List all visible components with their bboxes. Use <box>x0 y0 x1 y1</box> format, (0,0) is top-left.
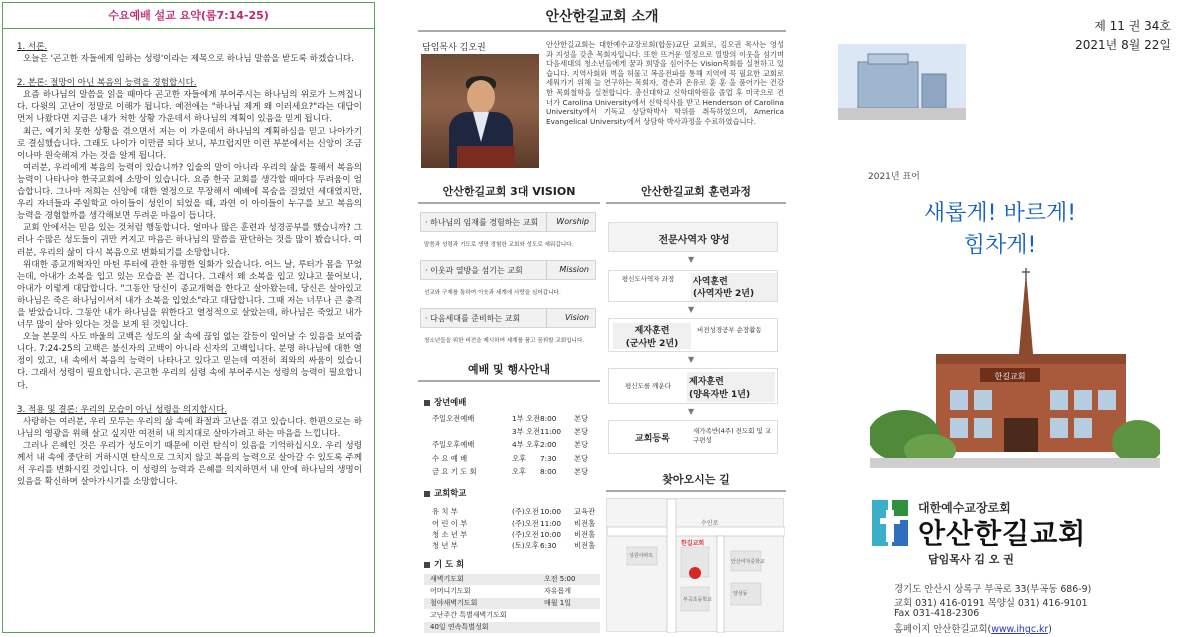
sermon-paragraph: 교회 안에서는 믿음 있는 것처럼 행동합니다. 얼마나 많은 훈련과 성경공부를 했습니까? 그러나 수많은 성도들이 귀만 커지고 마음은 하나님의 말씀을 판단하는 것을 많이 봤습니다. 여러분, 우리의 삶이 다시 복음으로 변화되기를 소망합니다. <box>17 223 362 258</box>
sermon-paragraph: 위대한 종교개혁자인 마틴 루터에 관한 유명한 일화가 있습니다. 어느 날, 루터가 몸을 꾸었는데, 아내가 소복을 입고 있는 모습을 본 겁니다. 그래서 왜 소복을 입고 있냐고 물어보니, 아내가 이렇게 대답합니다. "그동안 당신이 종교개혁을 한다고 살아왔는데, 당신은 살아있고 하나님은 죽은 하나님이셔서 내가 소복을 입었소"라고 대답합니다. 그때 저는 너무나 큰 충격을 받았습니다. 그동안 내가 하나님을 위한다고 열정적으로 살았는데, 하나님은 죽었고 내가 너무 많이 살아 있다는 것을 보게 된 것입니다. <box>17 259 362 331</box>
vision-desc: 선교와 구제를 통하여 이웃과 세계에 사랑을 심어갑니다. <box>424 290 561 296</box>
sermon-paragraph: 여러분, 우리에게 복음의 능력이 있습니까? 입술의 말이 아니라 우리의 삶을 통해서 복음의 능력이 나타나야 한국교회에 소망이 있습니다. 요즘 한국 교회를 생각할 때마다 두려움이 엄습합니다. 그나마 저희는 신앙에 대한 열정으로 무장해서 예배에 목숨을 걸었던 세대였지만, 우리 자녀들과 주일학교 아이들이 성인이 되었을 때, 과연 이 아이들이 누구를 보고 복음의 능력을 경험할까를 생각해보면 두려운 마음이 듭니다. <box>17 162 362 222</box>
directions-header: 찾아오시는 길 <box>606 468 786 492</box>
sermon-paragraph: 그러나 은혜인 것은 우리가 성도이기 때문에 이런 탄식이 있음을 기억하십시오. 우리 성령께서 내 속에 중단히 거하시면 탄식으로 그치지 않고 복음의 능력으로 살아갈 수 있도록 주께서 우리를 변화시킬 것입니다. 이 성령의 능력과 은혜를 의지하면서 내 안에 하나님의 생명이 있음을 확신하며 살아가시기를 소망합니다. <box>17 440 362 488</box>
prayer-row: 고난주간 특별새벽기도회 <box>430 611 507 619</box>
training-step: 교회등록 새가족반(4주) 전도회 및 교구편성 <box>608 420 778 454</box>
intro-header: 안산한길교회 소개 <box>418 2 786 32</box>
sermon-heading-main: 2. 본론: 절망이 아닌 복음의 능력을 경험합시다. <box>17 78 197 89</box>
volume-number: 제 11 권 34호 <box>1094 19 1171 33</box>
slogan-line-1: 새롭게! 바르게! <box>923 201 1077 226</box>
church-school-heading: 교회학교 <box>424 487 466 499</box>
map-road-label: 수인로 <box>701 520 719 527</box>
pastor-label: 담임목사 김오권 <box>422 43 486 53</box>
training-step: 제자훈련 (군사반 2년) 비전성경공부 순장활동 <box>608 318 778 352</box>
training-step: 평신도를 깨운다 제자훈련 (양육자반 1년) <box>608 368 778 404</box>
intro-text: 안산한길교회는 대한예수교장로회(합동)교단 교회로, 김오권 목사는 영성과 지성을 갖춘 목회자입니다. 또한 뜨거운 열정으로 열방의 이웃을 섬기며 다음세대의 청소년들에게 꿈과 희망을 심어주는 Vision목회를 실천하고 있습니다. 지역사회와 벽을 허물고 복음전파를 통해 지역에 꼭 필요한 교회로 세워가기 위해 늘 연구하는 목회자, 겸손과 온유로 훈 훈 을 품어가는 건강한 목회철학을 실천합니다. 총신대학교 신학대학원을 졸업 후 미국으로 건너가 Carolina University에서 신학석사를 받고 Henderson of Carolina University에서 기독교 상담학박사 학위를 취득하였으며, America Evangelical University에서 상담학 박사과정을 수료하였습니다. <box>546 40 784 126</box>
schedule-row: 주일오후예배 4부 오후 2:00 본당 <box>432 440 589 449</box>
sermon-title: 수요예배 설교 요약(롬7:14-25) <box>3 3 374 29</box>
slogan-line-2: 힘차게! <box>963 233 1037 258</box>
schedule-row: 청 년 부 (토)오후 6:30 비전홀 <box>432 541 596 550</box>
map-place-label: 안산여자중학교 <box>731 559 765 565</box>
church-name: 안산한길교회 <box>918 517 1087 550</box>
schedule-row: 유 치 부 (주)오전 10:00 교육관 <box>432 507 596 516</box>
vision-english: Vision <box>564 313 589 322</box>
sermon-heading-intro: 1. 서론. <box>17 42 48 52</box>
senior-pastor: 담임목사 김 오 권 <box>928 553 1014 566</box>
slogan-label: 2021년 표어 <box>868 172 920 182</box>
map-place-label: 양상동 <box>733 591 748 597</box>
building-rendering <box>838 44 966 120</box>
schedule-row: 수 요 예 배 오후 7:30 본당 <box>432 454 589 463</box>
worship-header: 예배 및 행사안내 <box>418 358 600 382</box>
denomination-name: 대한예수교장로회 <box>918 501 1011 515</box>
prayer-row: 40일 연속특별성회 <box>424 622 600 633</box>
map-church-label: 한길교회 <box>681 540 705 547</box>
vision-header: 안산한길교회 3대 VISION <box>418 180 600 204</box>
church-phone: 교회 031) 416-0191 목양실 031) 416-9101 <box>894 598 1088 609</box>
vision-item-vision <box>420 308 596 328</box>
schedule-row: 어 린 이 부 (주)오전 11:00 비전홀 <box>432 519 596 528</box>
vision-title: · 다음세대를 준비하는 교회 <box>425 314 521 323</box>
pastor-photo <box>421 54 539 168</box>
prayer-row: 철야새벽기도회 매월 1일 <box>424 598 600 609</box>
church-homepage: 홈페이지 안산한길교회(www.ihgc.kr) <box>894 624 1052 635</box>
vision-title: · 하나님의 임재를 경험하는 교회 <box>425 218 539 227</box>
sermon-paragraph: 오늘은 '곤고한 자들에게 임하는 성령'이라는 제목으로 하나님 말씀을 받도록 하겠습니다. <box>23 54 354 65</box>
vision-desc: 말씀과 성령과 기도로 생명 경험한 교회와 성도로 세워갑니다. <box>424 242 574 248</box>
schedule-row: 3부 오전 11:00 본당 <box>512 427 589 436</box>
church-fax: Fax 031-418-2306 <box>894 608 980 619</box>
church-photo <box>870 268 1160 468</box>
sermon-paragraph: 오늘 본문의 사도 바울의 고백은 성도의 삶 속에 끊임 없는 갈등이 일어날 수 있음을 보여줍니다. 7:24-25의 고백은 불신자의 고백이 아니라 신자의 고백입니다. 분명 하나님에 대한 열정이 있고, 내 속에서 복음의 능력이 나타나고 있다고 믿는데 여전히 죄와의 싸움이 있습니다. 그래서 성령이 필요합니다. 곤고한 우리의 심령 속에 부어주시는 성령의 능력이 필요합니다. <box>17 332 362 391</box>
prayer-row: 어머니기도회 자유롭게 <box>430 587 572 595</box>
location-map <box>606 498 784 632</box>
church-address: 경기도 안산시 상록구 부곡로 33(부곡동 686-9) <box>894 584 1092 595</box>
schedule-row: 주일오전예배 1부 오전 8:00 본당 <box>432 414 589 423</box>
vision-english: Worship <box>556 217 589 226</box>
church-info-panel: 안산한길교회 소개 담임목사 김오권 안산한길교회는 대한예수교장로회(합동)교단 교회로, 김오권 목사는 영성과 지성을 갖춘 목회자입니다. 또한 뜨거운 열정으로 열방의 이웃을 섬기며 다음세대의 청소년들에게 꿈과 희망을 심어주는 Vision목회를 실천하고 있습니다. 지역사회와 벽을 허물고 복음전파를 통해 지역에 꼭 필요한 교회로 세워가기 위해 늘 연구하는 목회자, 겸손과 온유로 훈 훈 을 품어가는 건강한 목회철학을 실천합니다. 총신대학교 신학대학원을 졸업 후 미국으로 건너가 Carolina University에서 신학석사를 받고 Henderson of Carolina University에서 기독교 상담학박사 학위를 취득하였으며, America Evangelical University에서 상담학 박사과정을 수료하였습니다. 안산한길교회 3대 VISION · 하나님의 임재를 경험하는 교회 Worship 말씀과 성령과 기도로 생명 경험한 교회와 성도로 세워갑니다. · 이웃과 열방을 섬기는 교회 Mission 선교와 구제를 통하여 이웃과 세계에 사랑을 심어갑니다. · 다음세대를 준비하는 교회 Vision 청소년들을 위한 비전을 제시하여 세계를 품고 꿈꿔할 교회입니다. 예배 및 행사안내 장년예배 주일오전예배 1부 오전 8:00 본당 3부 오전 11:00 본당 주일오후예배 4부 오후 2:00 본당 수 요 예 배 오후 7:30 본당 금 요 기 도 회 오후 8:00 본당 교회학교 유 치 부 (주)오전 10:00 교육관 어 린 이 부 (주)오전 11:00 비전홀 청 소 년 부 (주)오전 10:00 비전홀 청 년 부 (토)오후 6:30 비전홀 기 도 회 새벽기도회 오전 5:00 어머니기도회 자유롭게 철야새벽기도회 매월 1일 고난주간 특별새벽기도회 40일 연속특별성회 안산한길교회 훈련과정 전문사역자 양성 ▼ 평신도사역자 과정 사역훈련 (사역자반 2년) ▼ 제자훈련 (군사반 2년) 비전성경공부 순장활동 ▼ 평신도를 깨운다 제자훈련 (양육자반 1년) ▼ 교회등록 새가족반(4주) 전도회 및 교구편성 찾아오시는 길 수인로 한길교회 성원아파트 안산여자중학교 양상동 부곡초등학교 <box>418 0 786 637</box>
schedule-row: 금 요 기 도 회 오후 8:00 본당 <box>432 467 589 476</box>
sermon-paragraph: 최근, 예기치 못한 상황을 겪으면서 저는 이 가운데서 하나님의 계획하심을 믿고 나아가기로 결심했습니다. 그래도 나이가 이만큼 되다 보니, 부끄럽지만 이런 부분에서는 신앙이 조금이나마 원숙해져 가는 것을 알게 됩니다. <box>17 126 362 161</box>
homepage-link[interactable]: www.ihgc.kr <box>991 624 1049 635</box>
photo-sign: 한길교회 <box>994 372 1026 381</box>
sermon-heading-conclusion: 3. 적용 및 결론: 우리의 모습이 아닌 성령을 의지합시다. <box>17 404 228 415</box>
vision-item-worship <box>420 212 596 232</box>
sermon-paragraph: 사랑하는 여러분, 우리 모두는 우리의 삶 속에 좌절과 고난을 겪고 있습니다. 한편으로는 하나님의 영광을 위해 살고 싶지만 여전히 내 의지대로 살아가려고 하는 마음을 느낍니다. <box>17 416 362 439</box>
training-step: 평신도사역자 과정 사역훈련 (사역자반 2년) <box>608 270 778 302</box>
training-header: 안산한길교회 훈련과정 <box>606 180 786 204</box>
vision-title: · 이웃과 열방을 섬기는 교회 <box>425 266 523 275</box>
prayer-row: 새벽기도회 오전 5:00 <box>424 574 600 585</box>
map-place-label: 부곡초등학교 <box>683 597 712 603</box>
sermon-body <box>3 29 374 488</box>
prayer-meeting-heading: 기 도 회 <box>424 558 464 570</box>
vision-item-mission <box>420 260 596 280</box>
sermon-paragraph: 요즘 하나님의 말씀을 읽을 때마다 곤고한 자들에게 부어주시는 하나님의 위로가 느껴집니다. 다윗의 고난이 정말로 이해가 됩니다. 예전에는 "하나님 제게 왜 이러세요?"라는 대답이 먼저 나왔다면 지금은 내가 처한 상황 가운데서 하나님의 계획이 있음을 믿게 됩니다. <box>17 90 362 125</box>
training-step: 전문사역자 양성 <box>608 222 778 252</box>
issue-date: 2021년 8월 22일 <box>1075 38 1171 52</box>
regular-worship-heading: 장년예배 <box>424 396 466 408</box>
church-logo-icon <box>870 496 910 550</box>
schedule-row: 청 소 년 부 (주)오전 10:00 비전홀 <box>432 530 596 539</box>
vision-english: Mission <box>559 265 589 274</box>
vision-desc: 청소년들을 위한 비전을 제시하여 세계를 품고 꿈꿔할 교회입니다. <box>424 338 585 344</box>
cover-panel <box>820 0 1201 637</box>
map-place-label: 성원아파트 <box>629 553 654 559</box>
sermon-panel <box>2 2 375 633</box>
